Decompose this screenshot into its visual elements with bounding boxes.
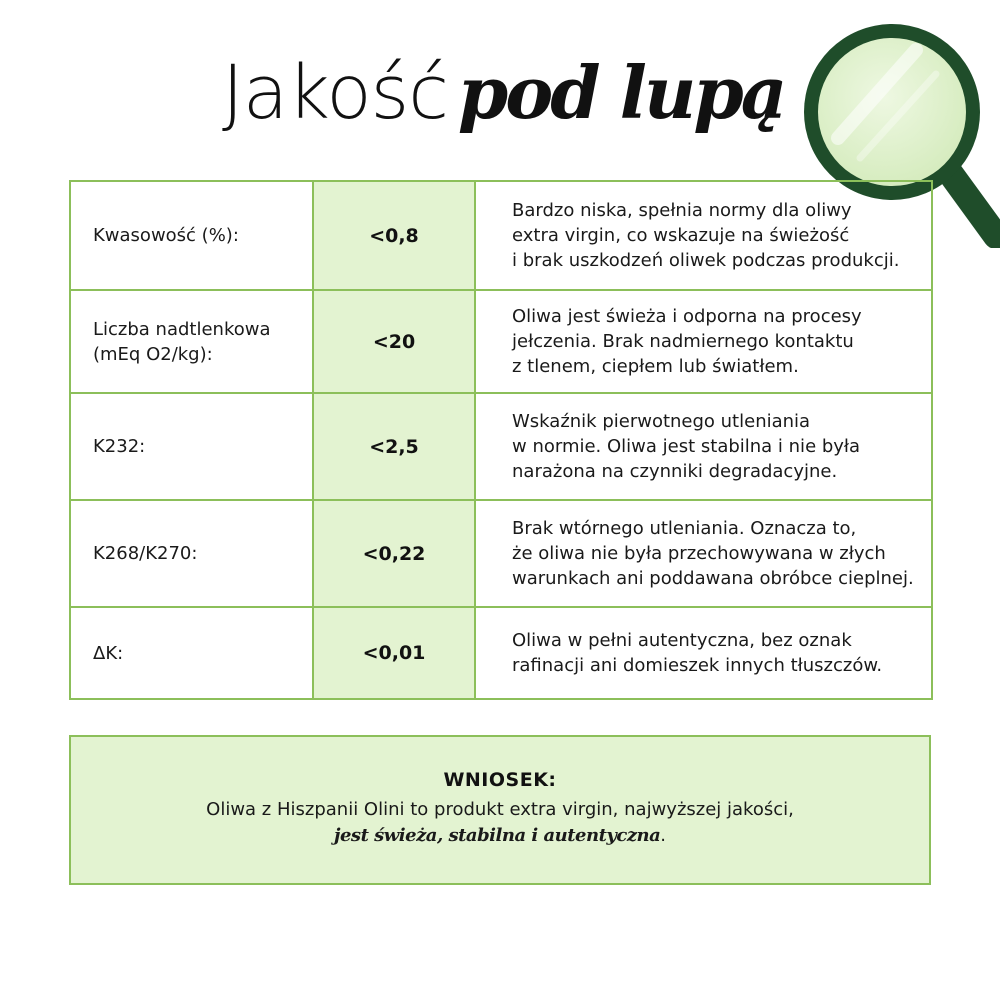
table-row (70, 607, 932, 699)
description-line: extra virgin, co wskazuje na świeżość (512, 225, 850, 246)
magnifier-lens (818, 38, 966, 186)
param-value: <0,8 (313, 181, 475, 290)
table-row (70, 181, 932, 290)
table-row (70, 393, 932, 500)
conclusion-box (69, 735, 931, 885)
param-label: Kwasowość (%): (70, 181, 313, 290)
description-line: Brak wtórnego utleniania. Oznacza to, (512, 518, 857, 539)
param-label: K232: (70, 393, 313, 500)
page-title (222, 50, 784, 150)
param-description (475, 500, 932, 607)
param-description (475, 290, 932, 393)
description-line: z tlenem, ciepłem lub światłem. (512, 356, 799, 377)
description-line: narażona na czynniki degradacyjne. (512, 461, 838, 482)
description-line: w normie. Oliwa jest stabilna i nie była (512, 436, 861, 457)
description-line: Oliwa jest świeża i odporna na procesy (512, 306, 862, 327)
param-value: <0,01 (313, 607, 475, 699)
param-label: K268/K270: (70, 500, 313, 607)
description-line: warunkach ani poddawana obróbce cieplnej. (512, 568, 914, 589)
description-line: Wskaźnik pierwotnego utleniania (512, 411, 811, 432)
description-line: Bardzo niska, spełnia normy dla oliwy (512, 200, 852, 221)
param-value: <2,5 (313, 393, 475, 500)
quality-table (69, 180, 933, 700)
conclusion-emphasis: jest świeża, stabilna i autentyczna (333, 825, 661, 846)
param-value: <0,22 (313, 500, 475, 607)
description-line: że oliwa nie była przechowywana w złych (512, 543, 886, 564)
page-title-light: Jakość (222, 50, 448, 136)
conclusion-period: . (660, 825, 667, 846)
page-title-bold: pod lupą (457, 50, 785, 135)
conclusion-text-second (71, 823, 929, 849)
conclusion-heading: WNIOSEK: (443, 769, 557, 791)
description-line: Oliwa w pełni autentyczna, bez oznak (512, 630, 852, 651)
description-line: rafinacji ani domieszek innych tłuszczów. (512, 655, 883, 676)
table-row (70, 290, 932, 393)
magnifier-handle (948, 170, 996, 236)
param-label: ΔK: (70, 607, 313, 699)
table-row (70, 500, 932, 607)
param-description (475, 393, 932, 500)
description-line: i brak uszkodzeń oliwek podczas produkcji. (512, 250, 900, 271)
param-label: Liczba nadtlenkowa (mEq O2/kg): (70, 290, 313, 393)
param-description (475, 607, 932, 699)
description-line: jełczenia. Brak nadmiernego kontaktu (512, 331, 854, 352)
conclusion-text: Oliwa z Hiszpanii Olini to produkt extra virgin, najwyższej jakości, (206, 799, 794, 820)
param-description (475, 181, 932, 290)
param-value: <20 (313, 290, 475, 393)
